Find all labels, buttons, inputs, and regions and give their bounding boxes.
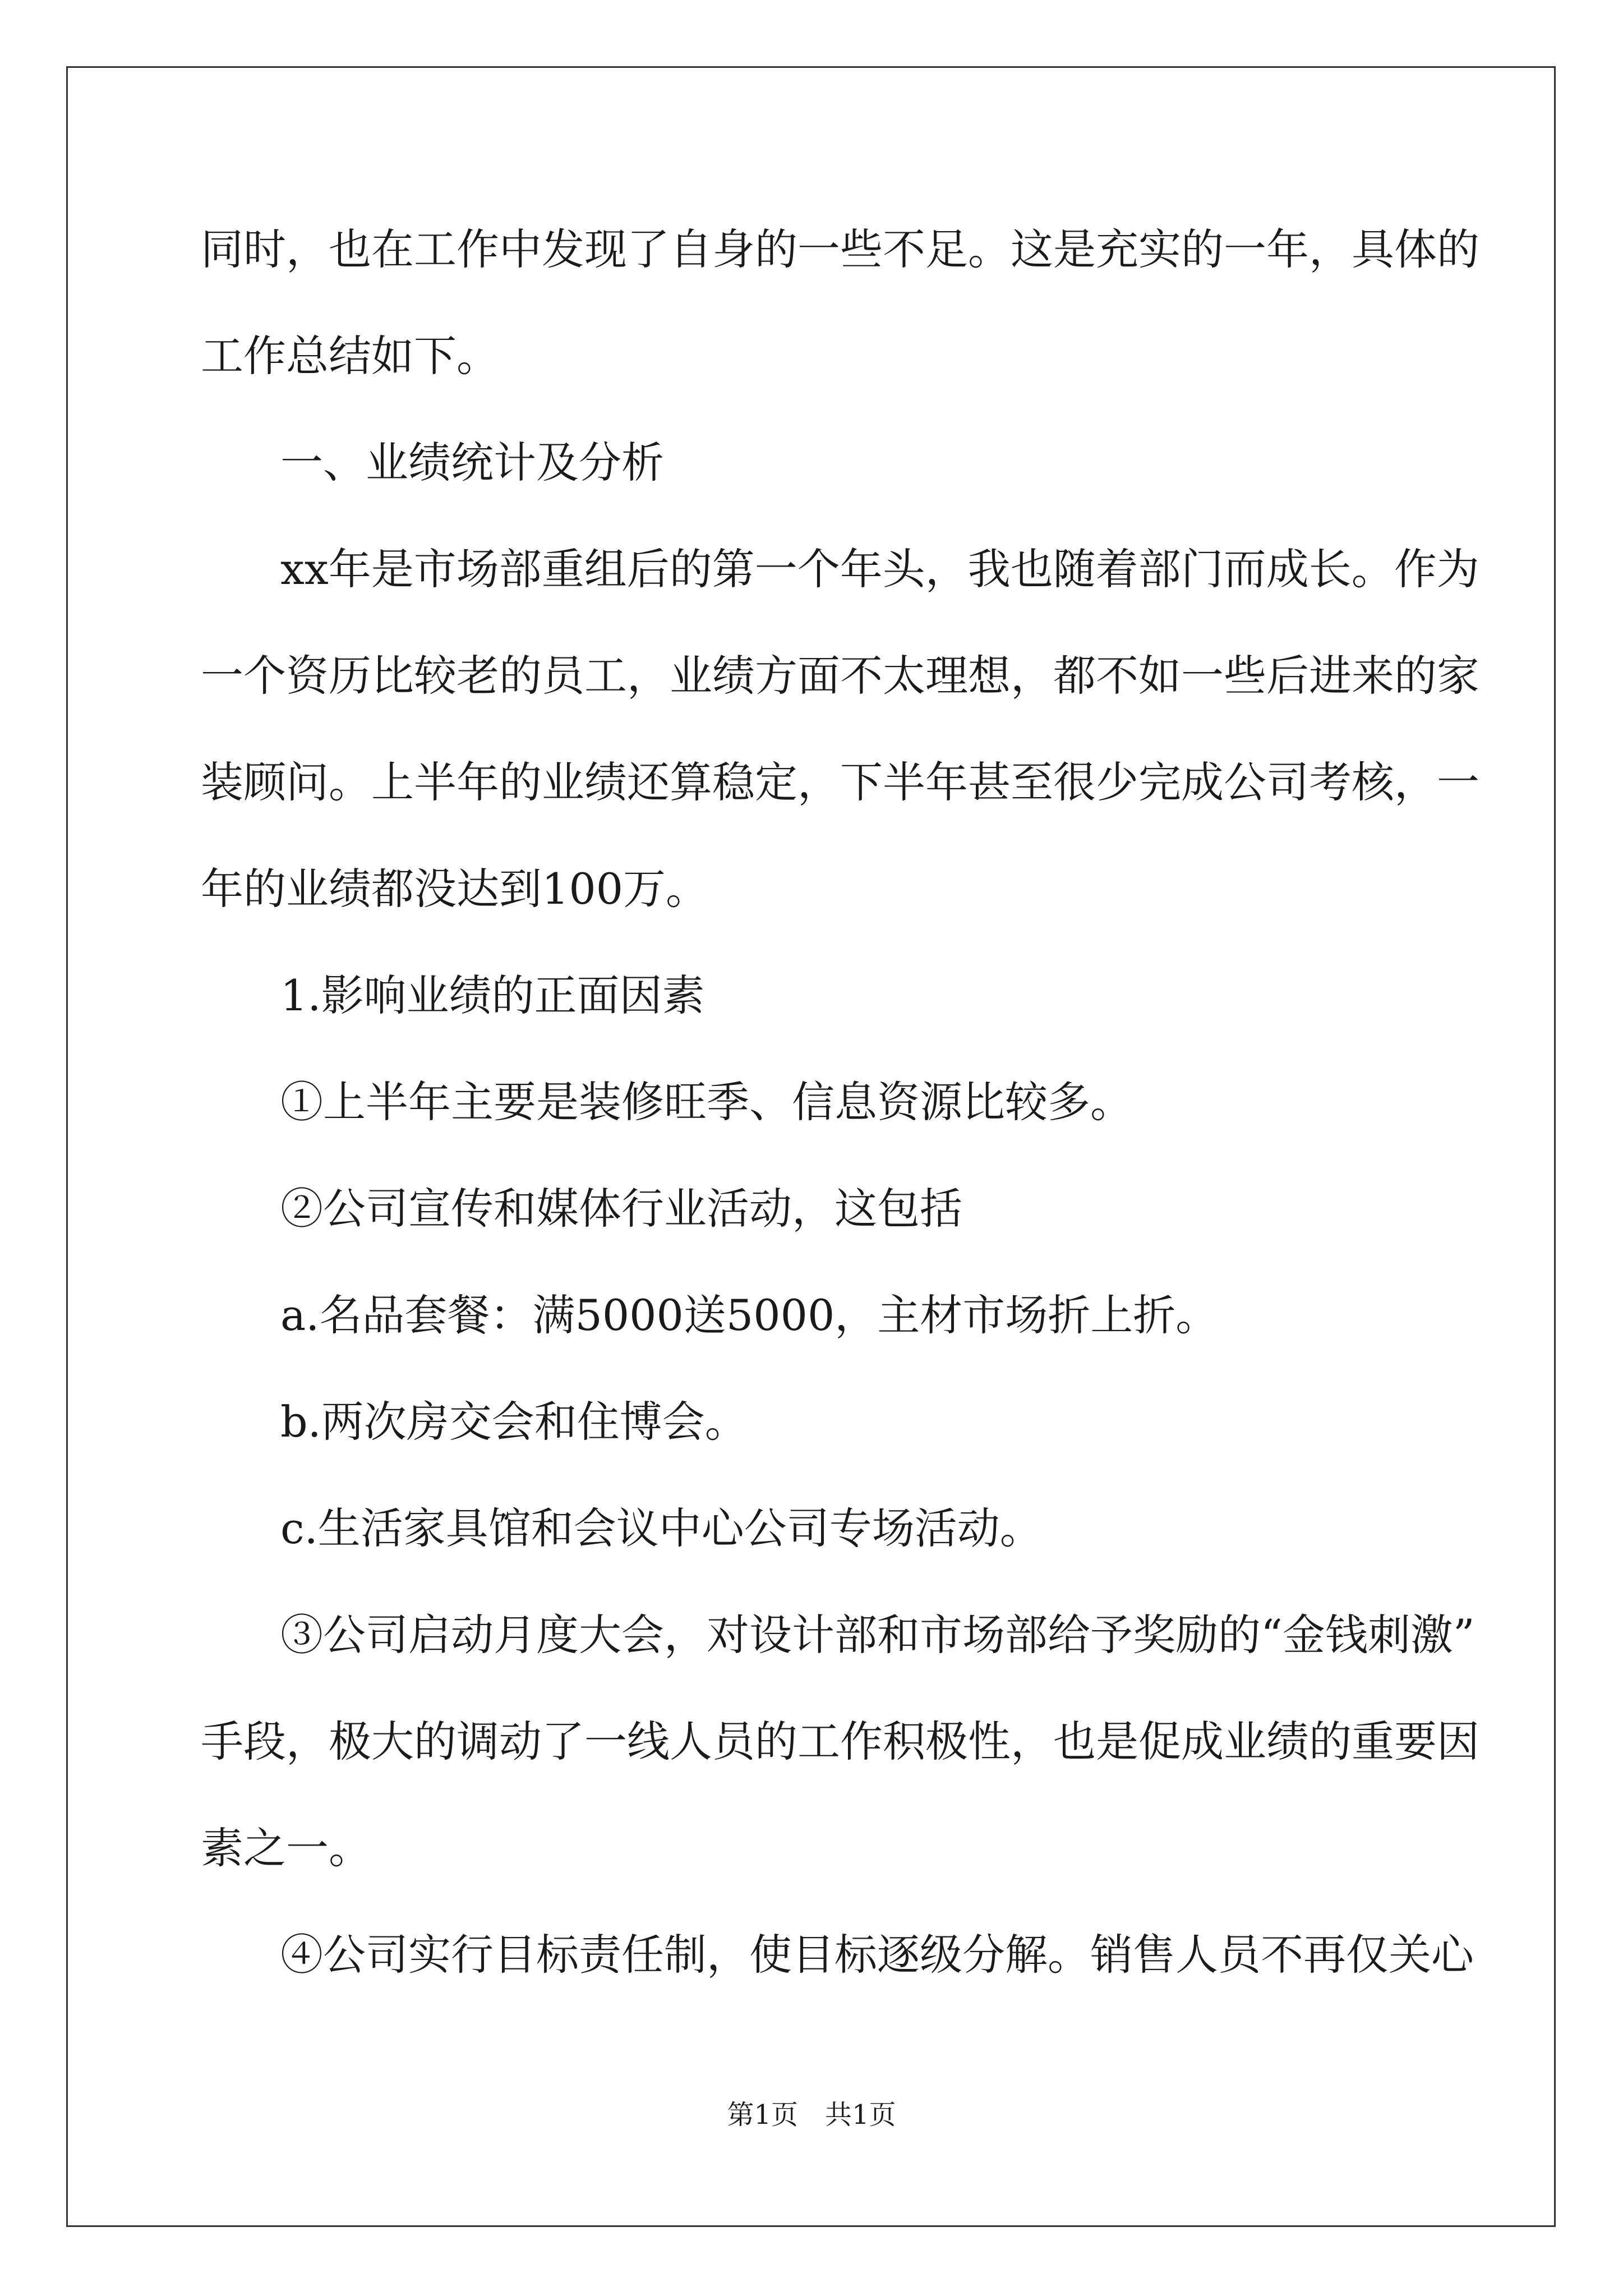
- list-item: ②公司宣传和媒体行业活动，这包括: [280, 1184, 962, 1234]
- paragraph-line: 素之一。: [201, 1823, 371, 1873]
- document-body: [201, 210, 1479, 2022]
- paragraph-line: 工作总结如下。: [201, 331, 499, 381]
- list-item: c.生活家具馆和会议中心公司专场活动。: [280, 1503, 1043, 1553]
- paragraph-line: 手段，极大的调动了一线人员的工作积极性，也是促成业绩的重要因: [201, 1717, 1479, 1766]
- section-heading: 一、业绩统计及分析: [280, 438, 664, 487]
- list-item: ①上半年主要是装修旺季、信息资源比较多。: [280, 1077, 1133, 1127]
- list-item: ③公司启动月度大会，对设计部和市场部给予奖励的“金钱刺激”: [280, 1610, 1475, 1660]
- list-item: ④公司实行目标责任制，使目标逐级分解。销售人员不再仅关心: [280, 1930, 1474, 1980]
- list-item: a.名品套餐：满5000送5000，主材市场折上折。: [280, 1290, 1219, 1340]
- page-footer: 第1页 共1页: [727, 2099, 896, 2131]
- paragraph-line: 年的业绩都没达到100万。: [201, 864, 709, 914]
- paragraph-line: 同时，也在工作中发现了自身的一些不足。这是充实的一年，具体的: [201, 224, 1479, 274]
- paragraph-line: 装顾问。上半年的业绩还算稳定，下半年甚至很少完成公司考核，一: [201, 757, 1479, 807]
- paragraph-line: xx年是市场部重组后的第一个年头，我也随着部门而成长。作为: [280, 544, 1479, 594]
- subsection-heading: 1.影响业绩的正面因素: [280, 970, 705, 1020]
- list-item: b.两次房交会和住博会。: [280, 1397, 748, 1447]
- paragraph-line: 一个资历比较老的员工，业绩方面不太理想，都不如一些后进来的家: [201, 651, 1479, 701]
